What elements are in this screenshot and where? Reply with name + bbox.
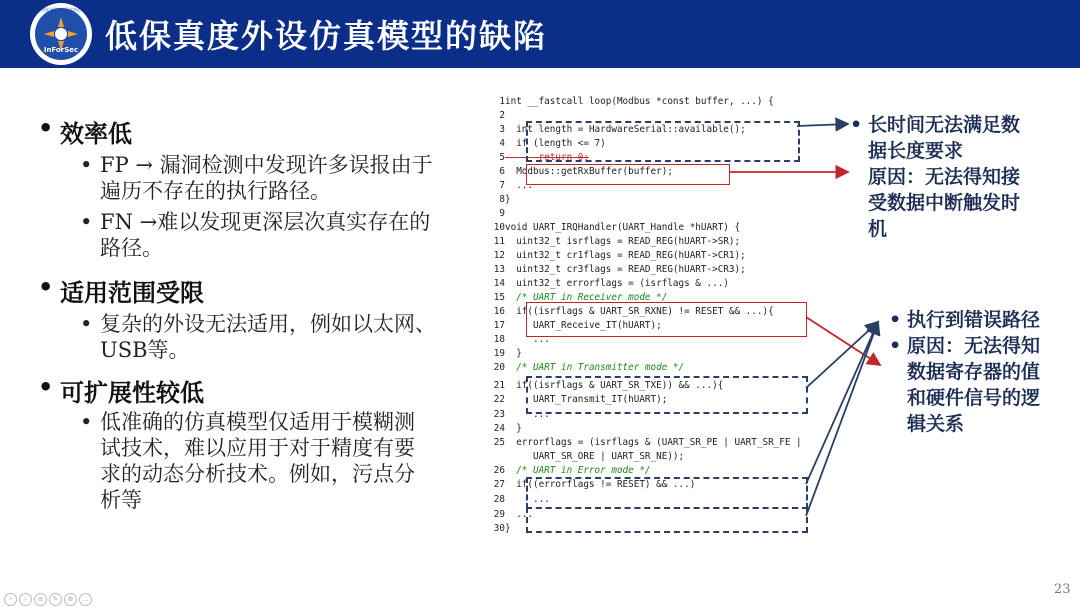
code-line: 13 uint32_t cr3flags = READ_REG(hUART->CR3);	[493, 264, 746, 275]
code-line: 25 errorflags = (isrflags & (UART_SR_PE | UART_SR_FE |	[493, 437, 802, 448]
annotation-length: • 长时间无法满足数 据长度要求 原因：无法得知接 受数据中断触发时 机	[850, 114, 1021, 240]
annotation-error-reason: • 原因：无法得知 数据寄存器的值 和硬件信号的逻 辑关系	[889, 335, 1041, 435]
arrow-transmit-to-note-2	[806, 322, 878, 388]
bullet-fp: • FP → 漏洞检测中发现许多误报由于 遍历不存在的执行路径。	[80, 153, 433, 203]
arrow-error-to-note-2	[806, 322, 878, 484]
arrow-tail-to-note-2	[806, 322, 878, 516]
code-line: 18 ...	[493, 334, 550, 345]
nav-more-icon[interactable]: …	[79, 593, 92, 606]
code-line: 7 ...	[499, 180, 533, 191]
code-line: 14 uint32_t errorflags = (isrflags & ...)	[493, 278, 729, 289]
bullet-fn: • FN →难以发现更深层次真实存在的 路径。	[80, 210, 431, 260]
ext-line-2: 试技术，难以应用于对于精度有要	[100, 436, 415, 460]
ext-line-3: 求的动态分析技术。例如，污点分	[100, 462, 415, 486]
bullet-scalability-detail: • 低准确的仿真模型仅适用于模糊测 试技术，难以应用于对于精度有要 求的动态分析技术。例如，污点分 析等	[80, 410, 415, 512]
code-line: 22 UART_Transmit_IT(hUART);	[493, 394, 668, 405]
code-line: 15 /* UART in Receiver mode */	[493, 292, 668, 303]
bullet-scalability-label: 可扩展性较低	[60, 379, 204, 407]
code-line: 8}	[499, 194, 511, 205]
code-line: 6 Modbus::getRxBuffer(buffer);	[499, 166, 673, 177]
code-line: UART_SR_ORE | UART_SR_NE));	[505, 451, 685, 462]
code-line: 23 ...	[493, 409, 550, 420]
nav-menu-icon[interactable]: ≡	[34, 593, 47, 606]
scope-text: 复杂的外设无法适用，例如以太网、	[100, 312, 436, 336]
arrow-to-note-1	[797, 124, 848, 126]
page-title: 低保真度外设仿真模型的缺陷	[105, 17, 548, 55]
code-line: 3 int length = HardwareSerial::available();	[499, 124, 746, 135]
bullet-scope-detail: • 复杂的外设无法适用，例如以太网、 USB等。	[80, 312, 436, 362]
code-line: 26 /* UART in Error mode */	[493, 465, 651, 476]
ext-line-4: 析等	[100, 488, 142, 512]
annotation-error-path: • 执行到错误路径	[889, 309, 1041, 331]
bullet-efficiency-label: 效率低	[60, 120, 132, 148]
bullet-scope: • 适用范围受限	[38, 273, 204, 307]
code-line: 21 if((isrflags & UART_SR_TXE)) && ...){	[493, 380, 724, 391]
ext-line-1: 低准确的仿真模型仅适用于模糊测	[100, 410, 415, 434]
nav-zoom-icon[interactable]: ⊕	[64, 593, 77, 606]
code-line: 19 }	[493, 348, 522, 359]
fn-text-cont: 路径。	[100, 236, 163, 260]
code-line: 20 /* UART in Transmitter mode */	[493, 362, 685, 373]
code-line: 9	[499, 208, 505, 219]
fp-text: FP → 漏洞检测中发现许多误报由于	[100, 153, 433, 177]
logo-caption: 网络安全研究国际学术论坛	[37, 7, 85, 12]
code-line: 16 if((isrflags & UART_SR_RXNE) != RESET && ...){	[493, 306, 774, 317]
code-line: 2	[499, 110, 505, 121]
nav-next-icon[interactable]: ›	[19, 593, 32, 606]
code-line: 11 uint32_t isrflags = READ_REG(hUART->SR);	[493, 236, 741, 247]
code-line: 1int __fastcall loop(Modbus *const buffer, ...) {	[499, 96, 774, 107]
fn-text: FN →难以发现更深层次真实存在的	[100, 210, 431, 234]
code-line: 10void UART_IRQHandler(UART_Handle *hUART) {	[493, 222, 741, 233]
code-line: 5 return 0;	[499, 152, 589, 163]
nav-pen-icon[interactable]: ✎	[49, 593, 62, 606]
logo-text: InForSec	[43, 46, 79, 54]
code-line: 27 if((errorflags != RESET) && ...)	[493, 479, 696, 490]
scope-text-cont: USB等。	[100, 338, 190, 362]
code-line: 28 ...	[493, 494, 550, 505]
code-line: 29 ...	[493, 509, 533, 520]
nav-prev-icon[interactable]: ‹	[4, 593, 17, 606]
page-number: 23	[1054, 582, 1071, 597]
code-line: 30}	[493, 523, 511, 534]
code-line: 4 if (length <= 7)	[499, 138, 606, 149]
bullet-scope-label: 适用范围受限	[60, 279, 204, 307]
bullet-scalability: • 可扩展性较低	[38, 373, 204, 407]
code-line: 24 }	[493, 423, 522, 434]
code-line: 17 UART_Receive_IT(hUART);	[493, 320, 662, 331]
bullet-efficiency: • 效率低	[38, 114, 132, 148]
code-line: 12 uint32_t cr1flags = READ_REG(hUART->CR1);	[493, 250, 746, 261]
fp-text-cont: 遍历不存在的执行路径。	[100, 179, 331, 203]
